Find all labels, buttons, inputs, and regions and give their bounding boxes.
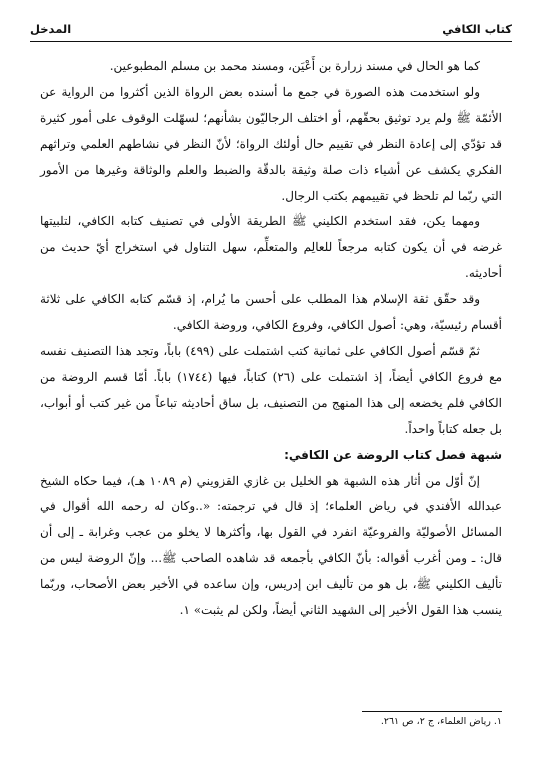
header-chapter-title: المدخل — [30, 22, 72, 36]
paragraph: ثمّ قسّم أصول الكافي على ثمانية كتب اشتملت على (٤٩٩) باباً، وتجد هذا التصنيف نفسه مع فروع الكافي أيضاً، إذ اشتملت على (٢٦) كتاباً، فيها (١٧٤٤) باباً. أمّا قسم الروضة من الكافي فلم يخضعه إلى هذا المنهج من التصنيف، بل ساق أحاديثه تباعاً من غير كتب أو أبواب، بل جعله كتاباً واحداً. — [40, 343, 502, 436]
header-book-title: كتاب الكافي — [442, 22, 512, 36]
footnote: ١. رياض العلماء، ج ٢، ص ٢٦١. — [380, 716, 502, 727]
section-heading: شبهة فصل كتاب الروضة عن الكافي: — [284, 447, 502, 462]
footnote-rule — [362, 711, 502, 712]
header-rule — [30, 41, 512, 42]
page-body — [40, 54, 502, 624]
paragraph: كما هو الحال في مسند زرارة بن أَعْيَن، ومسند محمد بن مسلم المطبوعين. — [109, 59, 480, 73]
paragraph: إنّ أوّل من أثار هذه الشبهة هو الخليل بن غازي القزويني (م ١٠٨٩ هـ)، فيما حكاه الشيخ عبدالله الأفندي في رياض العلماء؛ إذ قال في ترجمته: «..وكان له رحمه الله أقوال في المسائل الأصوليّة والفروعيّة انفرد في القول بها، وأكثرها لا يخلو من عجب وغرابة ـ إلى أن قال: ـ ومن أغرب أقواله: بأنّ الكافي بأجمعه قد شاهده الصاحب ﷺ... وإنّ الروضة ليس من تأليف الكليني ﷺ، بل هو من تأليف ابن إدريس، وإن ساعده في الأخير بعض الأصحاب، وربّما ينسب هذا القول الأخير إلى الشهيد الثاني أيضاً، ولكن لم يثبت» ١. — [40, 473, 502, 618]
paragraph: ولو استخدمت هذه الصورة في جمع ما أسنده بعض الرواة الذين أكثروا من الرواية عن الأئمّة ﷺ ولم يرد توثيق بحقّهم، أو اختلف الرجاليّون بشأنهم؛ لسهّلت الوقوف على أمور كثيرة قد تؤدّي إلى إعادة النظر في تقييم حال أولئك الرواة؛ لأنّ النظر في نشاطهم العلمي وتراثهم الفكري يكشف عن أشياء ذات صلة وثيقة بالدقّة والضبط والعلم والوثاقة وغيرها من الأمور التي ربّما لم تلحظ في تقييمهم بكتب الرجال. — [40, 84, 502, 203]
running-header — [30, 22, 512, 40]
paragraph: ومهما يكن، فقد استخدم الكليني ﷺ الطريقة الأولى في تصنيف كتابه الكافي، لتلبيتها غرضه في أن يكون كتابه مرجعاً للعالِم والمتعلِّم، سهل التناول في استخراج أيّ حديث من أحاديثه. — [40, 214, 502, 281]
paragraph: وقد حقّق ثقة الإسلام هذا المطلب على أحسن ما يُرام، إذ قسّم كتابه الكافي على ثلاثة أقسام رئيسيّة، وهي: أصول الكافي، وفروع الكافي، وروضة الكافي. — [40, 292, 502, 333]
